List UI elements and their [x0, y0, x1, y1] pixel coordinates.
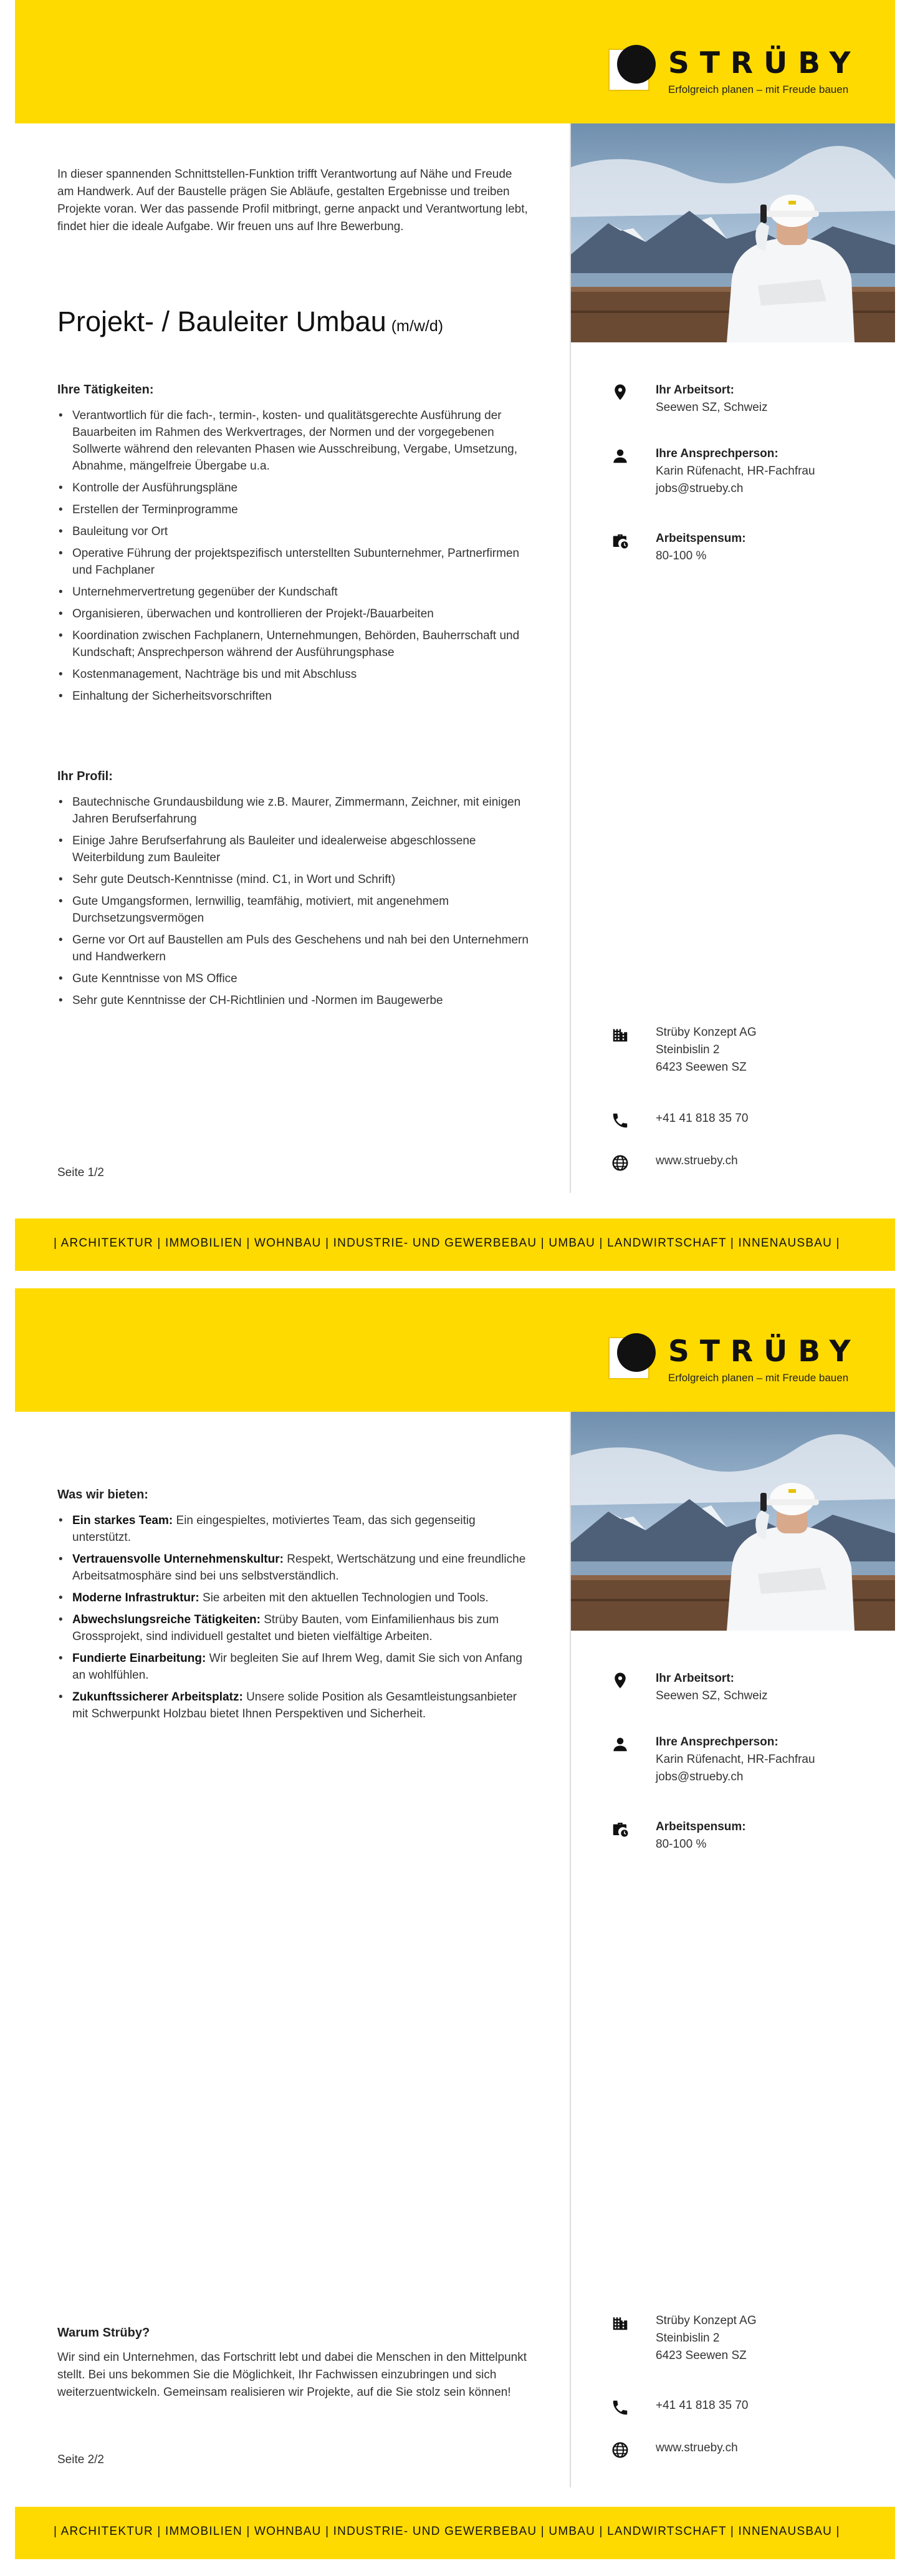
list-item: • Bauleitung vor Ort: [57, 523, 531, 540]
why-section: [57, 2326, 531, 2401]
list-item: • Erstellen der Terminprogramme: [57, 501, 531, 518]
workload-value: 80-100 %: [656, 1838, 707, 1851]
list-item: [57, 1589, 531, 1606]
globe-icon: [611, 1154, 630, 1172]
list-item: • Einige Jahre Berufserfahrung als Bauleiter und idealerweise abgeschlossene Weiterbildung zum Bauleiter: [57, 832, 531, 866]
list-item: • Koordination zwischen Fachplanern, Unternehmungen, Behörden, Bauherrschaft und Kundschaft; Ansprechperson während der Ausführungsphase: [57, 627, 531, 661]
list-item: • Einhaltung der Sicherheitsvorschriften: [57, 688, 531, 705]
workplace-value: Seewen SZ, Schweiz: [656, 401, 768, 414]
offer-label: Ein starkes Team:: [72, 1514, 173, 1527]
footer-band: [15, 2507, 895, 2559]
logo-mark: [608, 1333, 656, 1381]
why-heading: Warum Strüby?: [57, 2326, 150, 2340]
briefcase-clock-icon: [611, 531, 630, 550]
list-item: • Bautechnische Grundausbildung wie z.B. Maurer, Zimmermann, Zeichner, mit einigen Jahren Berufserfahrung: [57, 794, 531, 827]
building-icon: [611, 2313, 630, 2332]
workload-label: Arbeitspensum:: [656, 532, 746, 545]
offer-text: Wir begleiten Sie auf Ihrem Weg, damit Sie sich von Anfang an wohlfühlen.: [72, 1652, 522, 1682]
phone-number[interactable]: +41 41 818 35 70: [656, 2399, 749, 2412]
tasks-section: [57, 383, 531, 710]
list-item: [57, 1551, 531, 1585]
contact-label: Ihre Ansprechperson:: [656, 1735, 778, 1749]
profile-heading: Ihr Profil:: [57, 769, 113, 783]
list-item: • Gute Kenntnisse von MS Office: [57, 970, 531, 987]
company-street: Steinbislin 2: [656, 2332, 720, 2345]
website-link[interactable]: www.strueby.ch: [656, 1154, 738, 1167]
list-item: [57, 1689, 531, 1722]
page-number: Seite 2/2: [57, 2453, 104, 2466]
person-icon: [611, 446, 630, 465]
location-pin-icon: [611, 383, 630, 402]
hero-photo: [571, 123, 895, 342]
workload-value: 80-100 %: [656, 549, 707, 562]
contact-name: Karin Rüfenacht, HR-Fachfrau: [656, 1753, 815, 1766]
list-item: [57, 1512, 531, 1546]
list-item: • Gute Umgangsformen, lernwillig, teamfähig, motiviert, mit angenehmem Durchsetzungsvermögen: [57, 893, 531, 927]
list-item: • Gerne vor Ort auf Baustellen am Puls des Geschehens und nah bei den Unternehmern und Handwerkern: [57, 932, 531, 965]
building-icon: [611, 1025, 630, 1044]
offer-label: Vertrauensvolle Unternehmenskultur:: [72, 1553, 284, 1566]
workplace-value: Seewen SZ, Schweiz: [656, 1689, 768, 1702]
header-band: [15, 1288, 895, 1412]
job-title-text: Projekt- / Bauleiter Umbau: [57, 306, 386, 337]
profile-list: [57, 794, 531, 1009]
why-text: Wir sind ein Unternehmen, das Fortschritt lebt und dabei die Menschen in den Mittelpunkt stellt. Bei uns bekommen Sie die Möglichkeit, Ihr Fachwissen einzubringen und sich weiterzuentwickeln. Gemeinsam realisieren wir Projekte, auf die Sie stolz sein können!: [57, 2351, 527, 2399]
offer-label: Fundierte Einarbeitung:: [72, 1652, 206, 1665]
offers-section: [57, 1488, 531, 1727]
contact-name: Karin Rüfenacht, HR-Fachfrau: [656, 465, 815, 478]
phone-number[interactable]: +41 41 818 35 70: [656, 1112, 749, 1125]
list-item: [57, 1650, 531, 1684]
location-pin-icon: [611, 1671, 630, 1690]
vertical-divider: [570, 1412, 571, 2487]
workplace-label: Ihr Arbeitsort:: [656, 1672, 734, 1685]
offer-label: Zukunftssicherer Arbeitsplatz:: [72, 1691, 243, 1704]
logo-tagline: Erfolgreich planen – mit Freude bauen: [668, 1372, 849, 1384]
person-icon: [611, 1735, 630, 1754]
contact-label: Ihre Ansprechperson:: [656, 447, 778, 460]
offer-text: Strüby Bauten, vom Einfamilienhaus bis zum Grossprojekt, sind individuell gestaltet und bieten vielfältige Arbeiten.: [72, 1613, 499, 1643]
offer-label: Moderne Infrastruktur:: [72, 1591, 199, 1604]
profile-section: [57, 769, 531, 1014]
logo: [608, 1331, 861, 1387]
contact-email[interactable]: jobs@strueby.ch: [656, 1770, 744, 1783]
vertical-divider: [570, 123, 571, 1193]
contact-email[interactable]: jobs@strueby.ch: [656, 482, 744, 495]
phone-icon: [611, 2398, 630, 2417]
page-2: [0, 1288, 910, 2576]
offer-text: Sie arbeiten mit den aktuellen Technologien und Tools.: [203, 1591, 489, 1604]
services-list: | ARCHITEKTUR | IMMOBILIEN | WOHNBAU | INDUSTRIE- UND GEWERBEBAU | UMBAU | LANDWIRTSCHAFT | INNENAUSBAU |: [54, 1237, 840, 1250]
tasks-heading: Ihre Tätigkeiten:: [57, 383, 154, 397]
logo-tagline: Erfolgreich planen – mit Freude bauen: [668, 84, 849, 95]
intro-text: In dieser spannenden Schnittstellen-Funktion trifft Verantwortung auf Nähe und Freude am Handwerk. Auf der Baustelle prägen Sie Abläufe, gestalten Ergebnisse und treiben Projekte voran. Wer das passende Profil mitbringt, gerne anpackt und Verantwortung lebt, findet hier die ideale Aufgabe. Wir freuen uns auf Ihre Bewerbung.: [57, 168, 528, 233]
hero-photo: [571, 1412, 895, 1631]
logo: [608, 42, 861, 99]
list-item: • Verantwortlich für die fach-, termin-, kosten- und qualitätsgerechte Ausführung der Bauarbeiten im Rahmen des Werkvertrages, der Normen und der vorgegebenen Sollwerte während den relevanten Phasen wie Ausschreibung, Vergabe, Umsetzung, Abnahme, mängelfreie Übergabe u.a.: [57, 407, 531, 475]
list-item: • Kostenmanagement, Nachträge bis und mit Abschluss: [57, 666, 531, 683]
logo-wordmark: STRÜBY: [668, 46, 861, 80]
workplace-label: Ihr Arbeitsort:: [656, 384, 734, 397]
list-item: • Unternehmervertretung gegenüber der Kundschaft: [57, 584, 531, 601]
offers-list: [57, 1512, 531, 1722]
list-item: • Operative Führung der projektspezifisch unterstellten Subunternehmer, Partnerfirmen und Fachplaner: [57, 545, 531, 579]
offers-heading: Was wir bieten:: [57, 1488, 148, 1502]
company-city: 6423 Seewen SZ: [656, 2349, 747, 2362]
tasks-list: [57, 407, 531, 705]
company-name: Strüby Konzept AG: [656, 1026, 757, 1039]
logo-wordmark: STRÜBY: [668, 1334, 861, 1369]
offer-text: Ein eingespieltes, motiviertes Team, das sich gegenseitig unterstützt.: [72, 1514, 476, 1544]
list-item: [57, 1611, 531, 1645]
offer-text: Unsere solide Position als Gesamtleistungsanbieter mit Schwerpunkt Holzbau bietet Ihnen Perspektiven und Sicherheit.: [72, 1691, 517, 1720]
company-street: Steinbislin 2: [656, 1043, 720, 1056]
globe-icon: [611, 2441, 630, 2459]
company-name: Strüby Konzept AG: [656, 2314, 757, 2327]
job-title-suffix: (m/w/d): [391, 317, 444, 335]
offer-label: Abwechslungsreiche Tätigkeiten:: [72, 1613, 261, 1626]
services-list: | ARCHITEKTUR | IMMOBILIEN | WOHNBAU | INDUSTRIE- UND GEWERBEBAU | UMBAU | LANDWIRTSCHAFT | INNENAUSBAU |: [54, 2525, 840, 2538]
list-item: • Organisieren, überwachen und kontrollieren der Projekt-/Bauarbeiten: [57, 605, 531, 622]
website-link[interactable]: www.strueby.ch: [656, 2441, 738, 2454]
footer-band: [15, 1218, 895, 1271]
logo-mark: [608, 45, 656, 92]
phone-icon: [611, 1111, 630, 1130]
page-number: Seite 1/2: [57, 1166, 104, 1179]
list-item: • Sehr gute Kenntnisse der CH-Richtlinien und -Normen im Baugewerbe: [57, 992, 531, 1009]
header-band: [15, 0, 895, 123]
company-city: 6423 Seewen SZ: [656, 1061, 747, 1074]
job-title: [57, 306, 443, 338]
list-item: • Sehr gute Deutsch-Kenntnisse (mind. C1, in Wort und Schrift): [57, 871, 531, 888]
list-item: • Kontrolle der Ausführungspläne: [57, 480, 531, 496]
offer-text: Respekt, Wertschätzung und eine freundliche Arbeitsatmosphäre sind bei uns selbstverständlich.: [72, 1553, 526, 1583]
briefcase-clock-icon: [611, 1820, 630, 1838]
workload-label: Arbeitspensum:: [656, 1820, 746, 1833]
